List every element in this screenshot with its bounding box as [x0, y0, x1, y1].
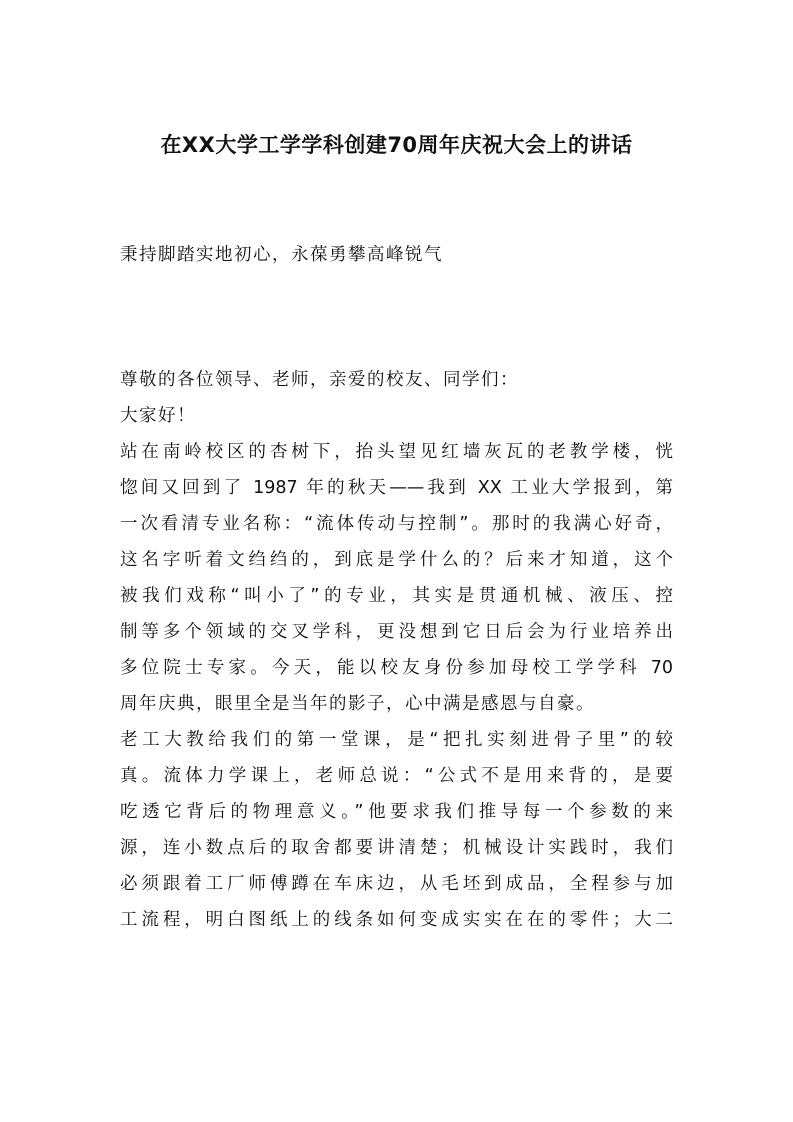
paragraph: [120, 437, 673, 725]
paragraph-line: 大家好！: [120, 406, 196, 426]
paragraph-line: 工流程，明白图纸上的线条如何变成实实在在的零件；大二: [120, 910, 673, 930]
paragraph-line: 站在南岭校区的杏树下，抬头望见红墙灰瓦的老教学楼，恍: [120, 442, 673, 462]
document-body: [120, 365, 673, 941]
paragraph: [120, 401, 673, 437]
paragraph-line: 老工大教给我们的第一堂课，是“把扎实刻进骨子里”的较: [120, 730, 673, 750]
paragraph-line: 一次看清专业名称：“流体传动与控制”。那时的我满心好奇，: [120, 514, 673, 534]
paragraph-line: 尊敬的各位领导、老师，亲爱的校友、同学们：: [120, 370, 519, 390]
paragraph-line: 真。流体力学课上，老师总说：“公式不是用来背的，是要: [120, 766, 673, 786]
paragraph-line: 惚间又回到了 1987 年的秋天——我到 XX 工业大学报到，第: [120, 478, 673, 498]
paragraph-line: 源，连小数点后的取舍都要讲清楚；机械设计实践时，我们: [120, 838, 673, 858]
paragraph-line: 这名字听着文绉绉的，到底是学什么的？后来才知道，这个: [120, 550, 673, 570]
paragraph-line: 吃透它背后的物理意义。”他要求我们推导每一个参数的来: [120, 802, 673, 822]
paragraph-line: 多位院士专家。今天，能以校友身份参加母校工学学科 70: [120, 658, 673, 678]
document-title: 在XX大学工学学科创建70周年庆祝大会上的讲话: [160, 133, 633, 157]
paragraph-line: 周年庆典，眼里全是当年的影子，心中满是感恩与自豪。: [120, 694, 595, 714]
paragraph: [120, 365, 673, 401]
document-subtitle: 秉持脚踏实地初心，永葆勇攀高峰锐气: [120, 245, 443, 265]
paragraph: [120, 725, 673, 941]
paragraph-line: 必须跟着工厂师傅蹲在车床边，从毛坯到成品，全程参与加: [120, 874, 673, 894]
paragraph-line: 制等多个领域的交叉学科，更没想到它日后会为行业培养出: [120, 622, 673, 642]
paragraph-line: 被我们戏称“叫小了”的专业，其实是贯通机械、液压、控: [120, 586, 673, 606]
